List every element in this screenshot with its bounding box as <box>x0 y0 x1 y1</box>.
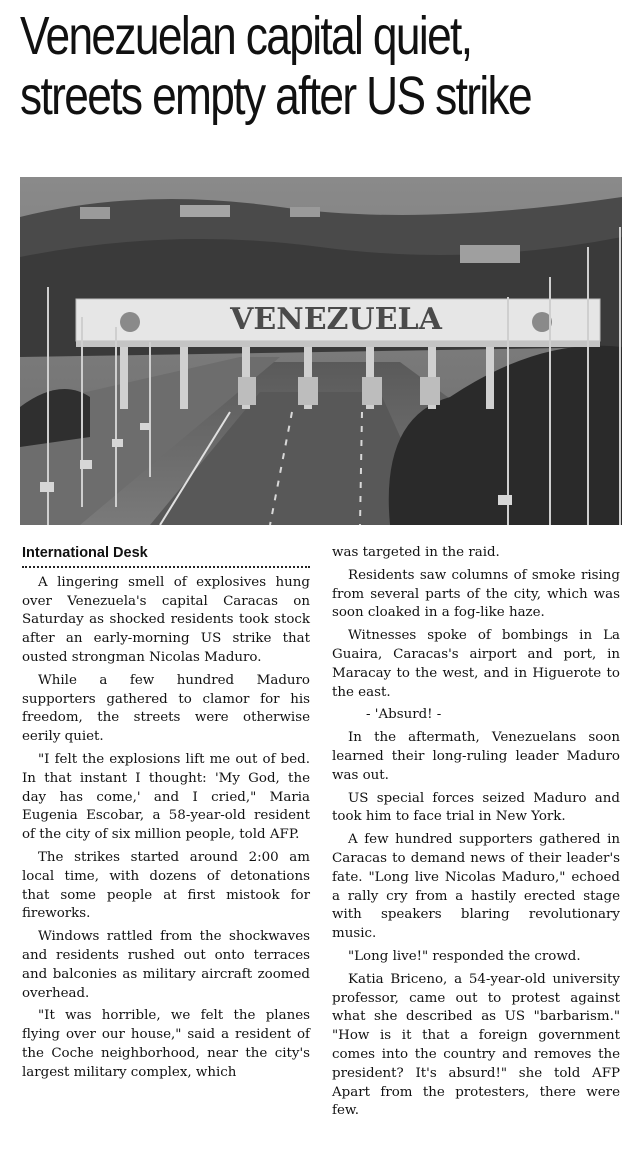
headline <box>20 6 532 126</box>
subheading: - 'Absurd! - <box>366 707 442 723</box>
paragraph: "Long live!" responded the crowd. <box>348 948 581 964</box>
paragraph: A few hundred supporters gathered in Caracas to demand news of their leader's fate. "Long live Nicolas Maduro," echoed a rally cry from a hastily erected stage with speakers blaring revolutionary music. <box>332 832 620 942</box>
article-column-left <box>22 544 310 1087</box>
paragraph: "It was horrible, we felt the planes flying over our house," said a resident of the Coche neighborhood, near the city's largest military complex, which <box>22 1008 310 1080</box>
paragraph: Witnesses spoke of bombings in La Guaira, Caracas's airport and port, in Maracay to the west, and in Higuerote to the east. <box>332 628 620 700</box>
paragraph: "I felt the explosions lift me out of bed. In that instant I thought: 'My God, the day has come,' and I cried," Maria Eugenia Escobar, a 58-year-old resident of the city of six million people, told AFP. <box>22 751 310 843</box>
byline: International Desk <box>22 544 310 568</box>
border-gate-photo-icon <box>20 177 622 525</box>
paragraph: Residents saw columns of smoke rising from several parts of the city, which was soon cloaked in a fog-like haze. <box>332 567 620 621</box>
paragraph: The strikes started around 2:00 am local time, with dozens of detonations that some people at first mistook for fireworks. <box>22 849 310 922</box>
news-photo <box>20 177 622 525</box>
gate-sign-text: VENEZUELA <box>230 302 442 337</box>
paragraph: was targeted in the raid. <box>332 545 500 560</box>
paragraph: Windows rattled from the shockwaves and residents rushed out onto terraces and balconies as military aircraft zoomed overhead. <box>22 929 310 1001</box>
paragraph: While a few hundred Maduro supporters gathered to clamor for his freedom, the streets were otherwise eerily quiet. <box>22 672 310 745</box>
article-column-right <box>332 544 620 1125</box>
paragraph: In the aftermath, Venezuelans soon learned their long-ruling leader Maduro was out. <box>332 730 620 783</box>
headline-line-1: Venezuelan capital quiet, <box>20 6 472 66</box>
paragraph: US special forces seized Maduro and took him to face trial in New York. <box>332 790 620 825</box>
paragraph: Katia Briceno, a 54-year-old university professor, came out to protest against what she described as US "barbarism." "How is it that a foreign government comes into the country and removes the president? It's absurd!" she told AFP Apart from the protesters, there were few. <box>332 971 620 1119</box>
headline-line-2: streets empty after US strike <box>20 66 532 126</box>
paragraph: A lingering smell of explosives hung over Venezuela's capital Caracas on Saturday as shocked residents took stock after an early-morning US strike that ousted strongman Nicolas Maduro. <box>22 574 310 665</box>
